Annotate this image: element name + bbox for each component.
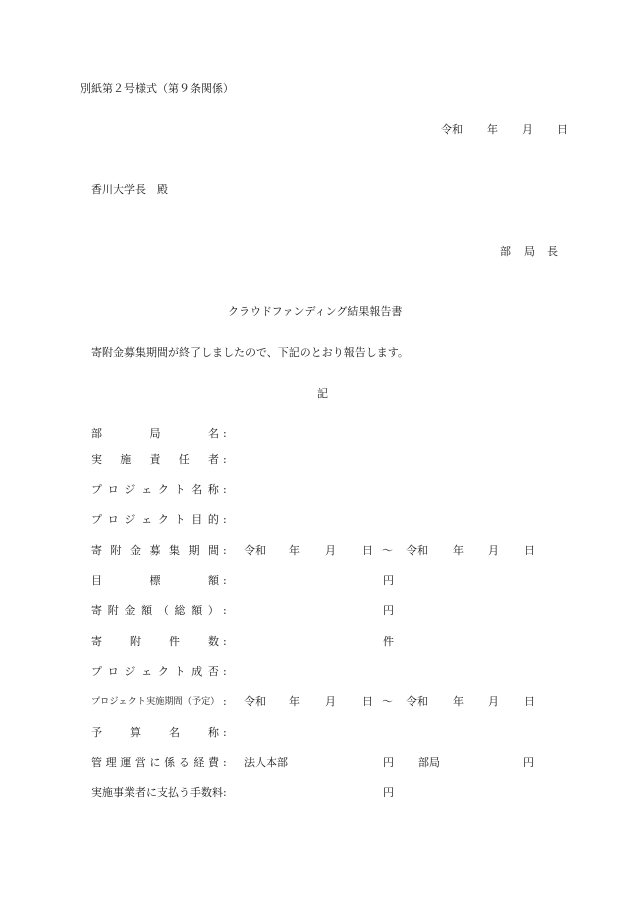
period-day2: 日 bbox=[524, 695, 535, 708]
field-colon: : bbox=[223, 756, 227, 769]
date-era: 令和 bbox=[441, 123, 463, 136]
field-label: 寄 附 金 募 集 期 間 bbox=[91, 544, 219, 557]
field-label: プ ロ ジ ェ ク ト 成 否 bbox=[91, 665, 219, 678]
field-label: プ ロ ジ ェ ク ト 名 称 bbox=[91, 483, 219, 496]
period-day2: 日 bbox=[524, 544, 535, 557]
field-colon: : bbox=[223, 544, 227, 557]
date-year: 年 bbox=[487, 123, 498, 136]
period-month1: 月 bbox=[325, 544, 336, 557]
period-year1: 年 bbox=[289, 544, 300, 557]
period-era2: 令和 bbox=[406, 695, 428, 708]
field-colon: : bbox=[223, 604, 227, 617]
field-label: 寄 附 金 額 （ 総 額 ） bbox=[91, 604, 219, 617]
form-label: 別紙第２号様式（第９条関係） bbox=[80, 82, 234, 95]
period-year2: 年 bbox=[453, 544, 464, 557]
period-year1: 年 bbox=[289, 695, 300, 708]
unit-label: 円 bbox=[383, 574, 394, 587]
field-label: 部 局 名 bbox=[91, 427, 219, 440]
field-colon: : bbox=[223, 635, 227, 648]
field-colon: : bbox=[223, 453, 227, 466]
sender-char-3: 長 bbox=[547, 245, 558, 258]
dept-label: 部局 bbox=[418, 756, 440, 769]
date-day: 日 bbox=[557, 123, 568, 136]
field-label: 目 標 額 bbox=[91, 574, 219, 587]
sender-char-2: 局 bbox=[524, 245, 535, 258]
period-day1: 日 bbox=[362, 544, 373, 557]
addressee: 香川大学長 殿 bbox=[91, 183, 168, 196]
unit-label: 円 bbox=[383, 604, 394, 617]
field-colon: : bbox=[223, 427, 227, 440]
field-colon: : bbox=[223, 574, 227, 587]
unit-label: 円 bbox=[383, 786, 394, 799]
field-colon: : bbox=[223, 695, 227, 708]
unit-label: 件 bbox=[383, 635, 394, 648]
period-day1: 日 bbox=[362, 695, 373, 708]
period-era1: 令和 bbox=[244, 695, 266, 708]
field-label: 実施事業者に支払う手数料 bbox=[91, 786, 223, 799]
period-tilde: ～ bbox=[382, 695, 393, 708]
field-colon: : bbox=[223, 726, 227, 739]
document-title: クラウドファンディング結果報告書 bbox=[228, 305, 403, 318]
field-label: プロジェクト実施期間（予定） bbox=[91, 696, 220, 707]
period-era2: 令和 bbox=[406, 544, 428, 557]
intro-text: 寄附金募集期間が終了しましたので、下記のとおり報告します。 bbox=[91, 346, 409, 359]
field-label: 管 理 運 営 に 係 る 経 費 bbox=[91, 756, 219, 769]
field-label: 予 算 名 称 bbox=[91, 726, 219, 739]
field-label: 実 施 責 任 者 bbox=[91, 453, 219, 466]
period-era1: 令和 bbox=[244, 544, 266, 557]
hq-label: 法人本部 bbox=[244, 756, 288, 769]
field-colon: : bbox=[223, 786, 227, 799]
unit-label: 円 bbox=[383, 756, 394, 769]
sender-char-1: 部 bbox=[500, 245, 511, 258]
field-colon: : bbox=[223, 483, 227, 496]
unit-label-2: 円 bbox=[523, 756, 534, 769]
period-month2: 月 bbox=[488, 695, 499, 708]
field-colon: : bbox=[223, 513, 227, 526]
field-label: 寄 附 件 数 bbox=[91, 635, 219, 648]
date-month: 月 bbox=[522, 123, 533, 136]
period-year2: 年 bbox=[453, 695, 464, 708]
period-month2: 月 bbox=[488, 544, 499, 557]
ki-heading: 記 bbox=[317, 387, 328, 400]
field-colon: : bbox=[223, 665, 227, 678]
field-label: プ ロ ジ ェ ク ト 目 的 bbox=[91, 513, 219, 526]
period-month1: 月 bbox=[325, 695, 336, 708]
period-tilde: ～ bbox=[382, 544, 393, 557]
